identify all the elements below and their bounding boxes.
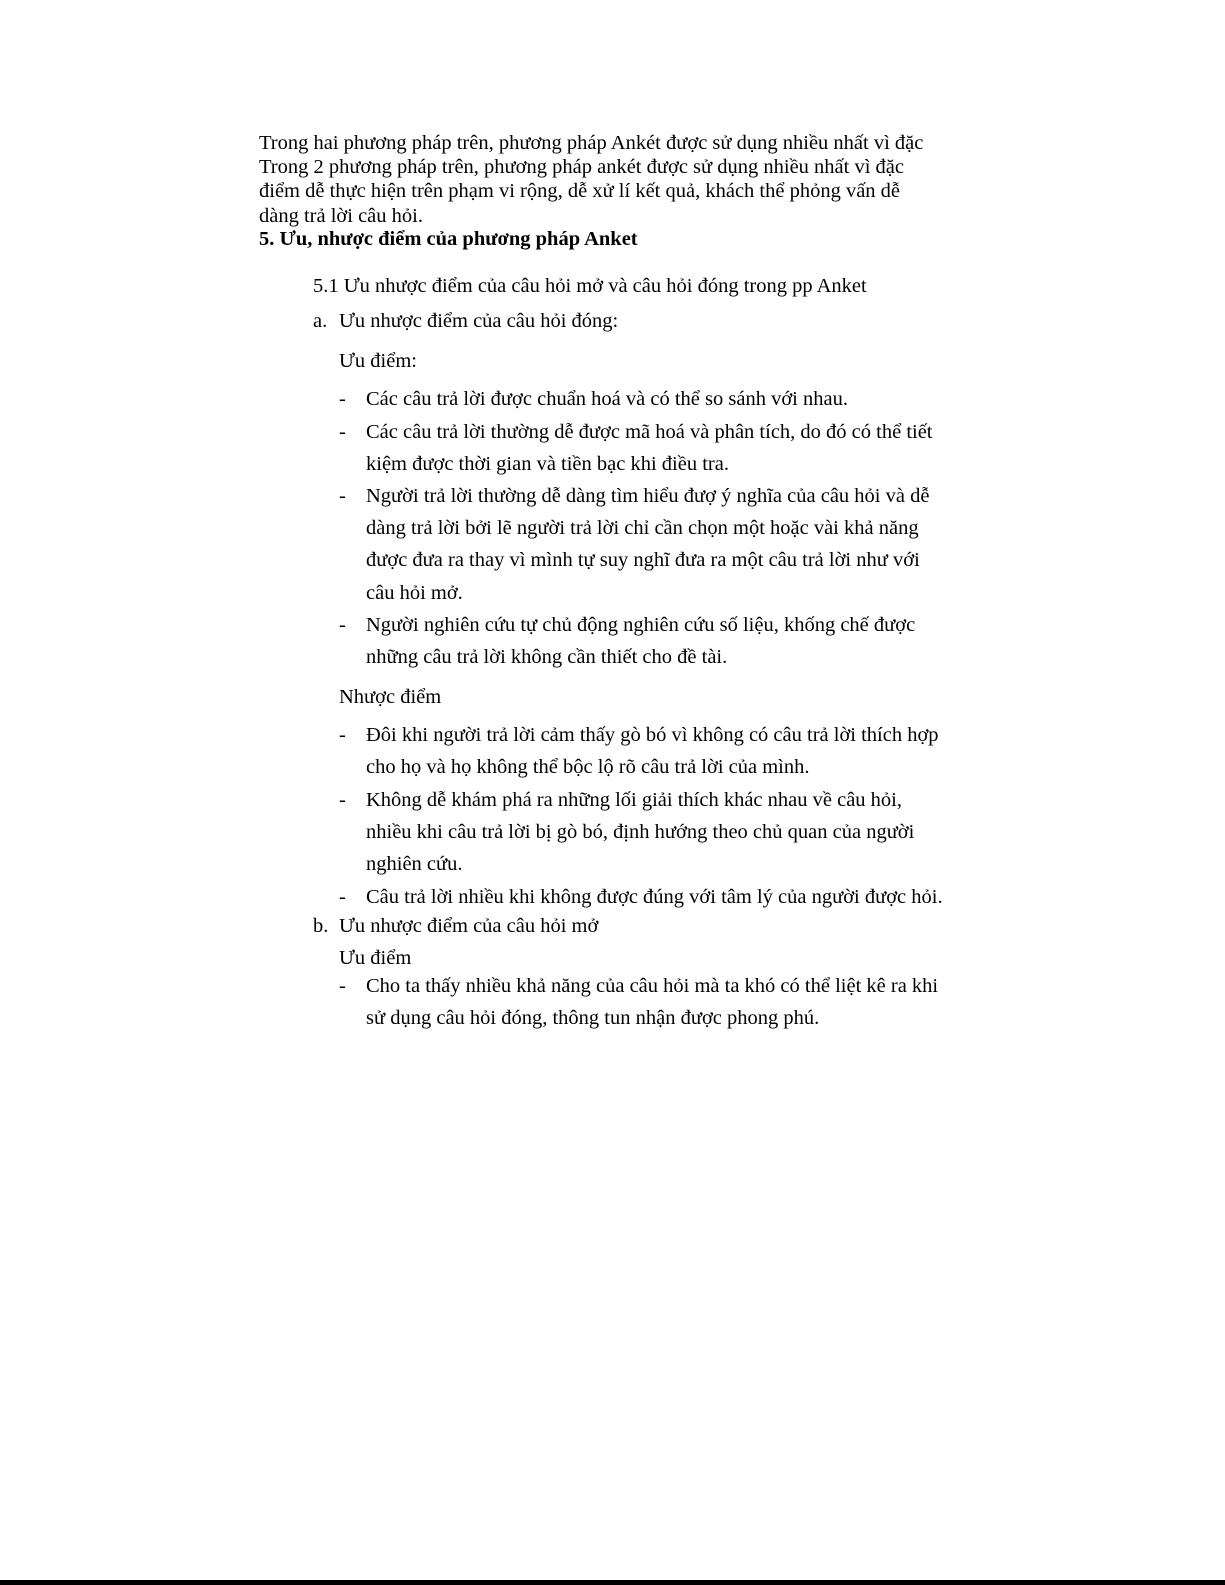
list-item-text: Các câu trả lời thường dễ được mã hoá và phân tích, do đó có thể tiết [366,421,933,443]
list-item-text: Câu trả lời nhiều khi không được đúng với tâm lý của người được hỏi. [366,886,943,908]
list-item-text: Cho ta thấy nhiều khả năng của câu hỏi mà ta khó có thể liệt kê ra khi [366,975,939,997]
list-item-text: Không dễ khám phá ra những lối giải thích khác nhau về câu hỏi, [366,789,902,811]
advantages-label: Ưu điểm [339,947,412,969]
list-item-text: Người trả lời thường dễ dàng tìm hiểu đượ ý nghĩa của câu hỏi và dễ [366,485,930,507]
list-item-text: nghiên cứu. [366,853,463,876]
section-heading: 5. Ưu, nhược điểm của phương pháp Anket [259,228,638,250]
advantages-label: Ưu điểm: [339,350,417,372]
list-item-text: Các câu trả lời được chuẩn hoá và có thể so sánh với nhau. [366,388,848,410]
list-item-text: dàng trả lời bởi lẽ người trả lời chỉ cần chọn một hoặc vài khả năng [366,517,919,540]
section-a-title [313,309,618,333]
list-item-text: những câu trả lời không cần thiết cho đề tài. [366,646,728,669]
list-item-text: kiệm được thời gian và tiền bạc khi điều tra. [366,453,729,476]
page-bottom-border [0,1580,1225,1585]
disadvantages-label: Nhược điểm [339,686,442,708]
section-a-letter: a. [313,310,328,332]
section-b-letter: b. [313,915,329,937]
intro-line: dàng trả lời câu hỏi. [259,204,423,227]
subsection-heading: 5.1 Ưu nhược điểm của câu hỏi mở và câu hỏi đóng trong pp Anket [313,275,867,297]
list-item-text: sử dụng câu hỏi đóng, thông tun nhận được phong phú. [366,1007,820,1030]
bullet-marker: - [339,975,346,997]
intro-paragraph [259,131,959,228]
intro-line: Trong 2 phương pháp trên, phương pháp ankét được sử dụng nhiều nhất vì đặc [259,156,904,179]
list-item-text: được đưa ra thay vì mình tự suy nghĩ đưa ra một câu trả lời như với [366,549,920,572]
bullet-marker: - [339,789,346,811]
intro-line: Trong hai phương pháp trên, phương pháp Ankét được sử dụng nhiều nhất vì đặc [259,132,924,154]
bullet-marker: - [339,886,346,908]
section-b-title [313,914,598,938]
section-a-title-text: Ưu nhược điểm của câu hỏi đóng: [339,310,619,332]
bullet-marker: - [339,614,346,636]
list-item-text: Người nghiên cứu tự chủ động nghiên cứu số liệu, khống chế được [366,614,916,636]
bullet-marker: - [339,724,346,746]
bullet-marker: - [339,388,346,410]
list-item-text: câu hỏi mở. [366,581,463,604]
bullet-marker: - [339,421,346,443]
list-item-text: cho họ và họ không thể bộc lộ rõ câu trả lời của mình. [366,756,810,779]
intro-line: điểm dễ thực hiện trên phạm vi rộng, dễ xử lí kết quả, khách thể phỏng vấn dễ [259,180,901,203]
section-b-title-text: Ưu nhược điểm của câu hỏi mở [339,915,599,937]
bullet-marker: - [339,485,346,507]
list-item-text: nhiều khi câu trả lời bị gò bó, định hướng theo chủ quan của người [366,821,915,844]
list-item-text: Đôi khi người trả lời cảm thấy gò bó vì không có câu trả lời thích hợp [366,724,939,746]
